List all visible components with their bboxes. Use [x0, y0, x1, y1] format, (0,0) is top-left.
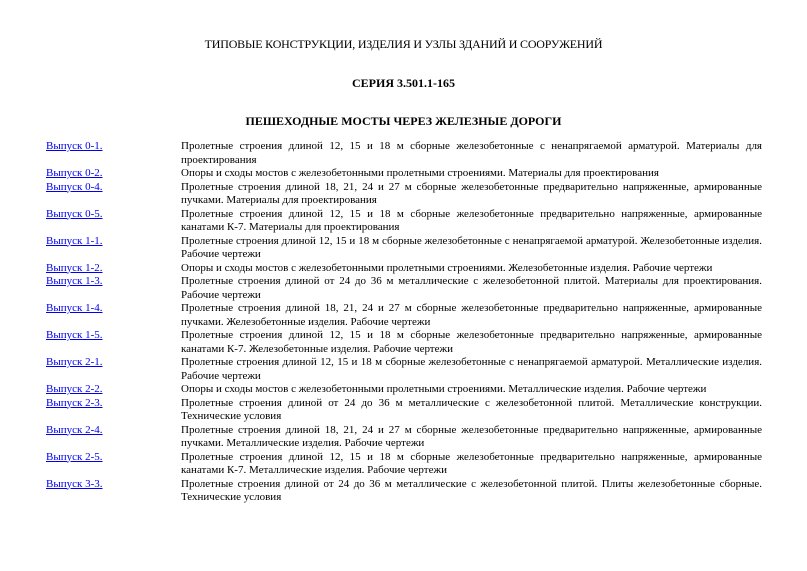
list-item	[46, 275, 762, 302]
list-item	[46, 208, 762, 235]
issue-list	[46, 140, 762, 505]
issue-description: Пролетные строения длиной 18, 21, 24 и 27 м сборные железобетонные предварительно напряженные, армированные пучками. Металлические изделия. Рабочие чертежи	[181, 423, 762, 449]
issue-link[interactable]: Выпуск 0-1.	[46, 140, 103, 152]
list-item	[46, 383, 762, 397]
issue-link[interactable]: Выпуск 0-5.	[46, 207, 103, 220]
issue-description: Пролетные строения длиной 12, 15 и 18 м сборные железобетонные с ненапрягаемой арматурой. Металлические изделия. Рабочие чертежи	[181, 356, 762, 382]
issue-description: Пролетные строения длиной от 24 до 36 м металлические с железобетонной плитой. Плиты железобетонные сборные. Технические условия	[181, 477, 762, 503]
issue-description: Опоры и сходы мостов с железобетонными пролетными строениями. Металлические изделия. Рабочие чертежи	[181, 383, 707, 395]
issue-description: Пролетные строения длиной 18, 21, 24 и 27 м сборные железобетонные предварительно напряженные, армированные пучками. Материалы для проектирования	[181, 180, 762, 206]
issue-link[interactable]: Выпуск 2-2.	[46, 383, 103, 395]
section-title: ПЕШЕХОДНЫЕ МОСТЫ ЧЕРЕЗ ЖЕЛЕЗНЫЕ ДОРОГИ	[245, 114, 562, 128]
issue-description: Пролетные строения длиной от 24 до 36 м металлические с железобетонной плитой. Металлические конструкции. Технические условия	[181, 396, 762, 422]
series-title: СЕРИЯ 3.501.1-165	[352, 76, 455, 90]
list-item	[46, 235, 762, 262]
list-item	[46, 451, 762, 478]
document-title: ТИПОВЫЕ КОНСТРУКЦИИ, ИЗДЕЛИЯ И УЗЛЫ ЗДАНИЙ И СООРУЖЕНИЙ	[204, 37, 603, 51]
list-item	[46, 397, 762, 424]
list-item	[46, 424, 762, 451]
issue-link[interactable]: Выпуск 1-4.	[46, 302, 103, 314]
issue-link[interactable]: Выпуск 1-2.	[46, 261, 103, 274]
list-item	[46, 329, 762, 356]
list-item	[46, 262, 762, 276]
issue-link[interactable]: Выпуск 2-4.	[46, 423, 103, 436]
issue-description: Пролетные строения длиной от 24 до 36 м металлические с железобетонной плитой. Материалы для проектирования. Рабочие чертежи	[181, 275, 762, 301]
list-item	[46, 167, 762, 181]
issue-description: Пролетные строения длиной 12, 15 и 18 м сборные железобетонные с ненапрягаемой арматурой. Материалы для проектирования	[181, 140, 762, 166]
issue-description: Опоры и сходы мостов с железобетонными пролетными строениями. Железобетонные изделия. Рабочие чертежи	[181, 261, 713, 274]
issue-link[interactable]: Выпуск 1-3.	[46, 275, 103, 287]
list-item	[46, 356, 762, 383]
issue-link[interactable]: Выпуск 1-1.	[46, 234, 103, 247]
issue-description: Опоры и сходы мостов с железобетонными пролетными строениями. Материалы для проектирования	[181, 167, 659, 179]
list-item	[46, 302, 762, 329]
issue-description: Пролетные строения длиной 18, 21, 24 и 27 м сборные железобетонные предварительно напряженные, армированные пучками. Железобетонные изделия. Рабочие чертежи	[181, 302, 762, 328]
issue-description: Пролетные строения длиной 12, 15 и 18 м сборные железобетонные с ненапрягаемой арматурой. Железобетонные изделия. Рабочие чертежи	[181, 234, 762, 260]
list-item	[46, 140, 762, 167]
list-item	[46, 181, 762, 208]
list-item	[46, 478, 762, 505]
issue-link[interactable]: Выпуск 2-5.	[46, 450, 103, 463]
issue-description: Пролетные строения длиной 12, 15 и 18 м сборные железобетонные предварительно напряженные, армированные канатами К-7. Металлические изделия. Рабочие чертежи	[181, 450, 762, 476]
issue-description: Пролетные строения длиной 12, 15 и 18 м сборные железобетонные предварительно напряженные, армированные канатами К-7. Железобетонные изделия. Рабочие чертежи	[181, 329, 762, 355]
issue-description: Пролетные строения длиной 12, 15 и 18 м сборные железобетонные предварительно напряженные, армированные канатами К-7. Материалы для проектирования	[181, 207, 762, 233]
issue-link[interactable]: Выпуск 0-4.	[46, 180, 103, 193]
issue-link[interactable]: Выпуск 1-5.	[46, 329, 103, 341]
issue-link[interactable]: Выпуск 2-3.	[46, 396, 103, 409]
issue-link[interactable]: Выпуск 3-3.	[46, 477, 103, 490]
issue-link[interactable]: Выпуск 2-1.	[46, 356, 103, 368]
issue-link[interactable]: Выпуск 0-2.	[46, 167, 103, 179]
